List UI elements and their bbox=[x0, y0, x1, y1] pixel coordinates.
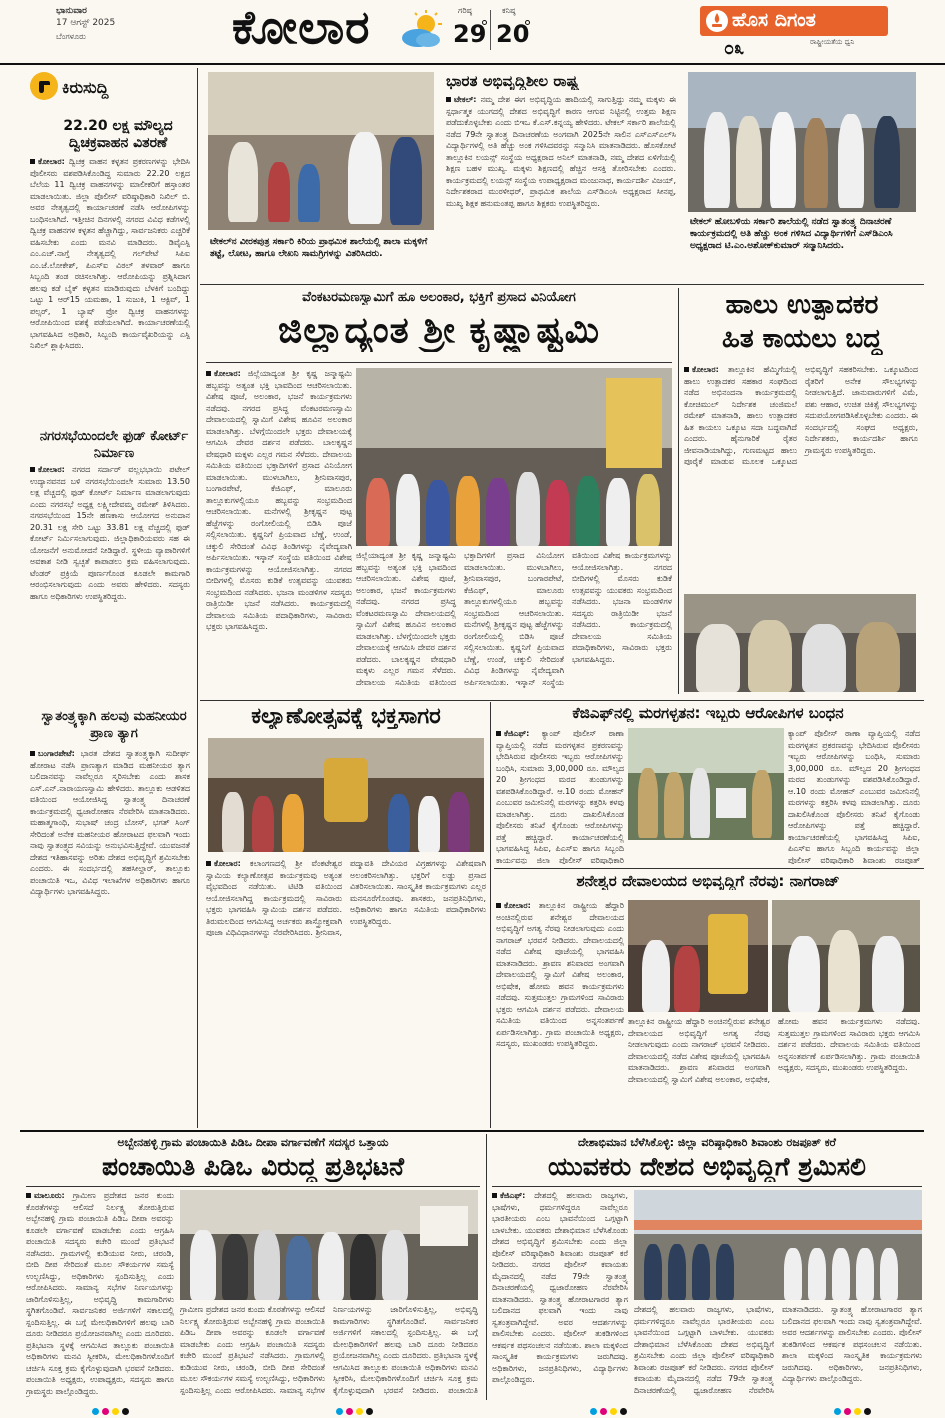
black-dot bbox=[864, 1408, 871, 1415]
kalyana-headline: ಕಲ್ಯಾಣೋತ್ಸವಕ್ಕೆ ಭಕ್ತಸಾಗರ bbox=[251, 704, 441, 729]
panchayat-body-continued: ಗ್ರಾಮೀಣ ಪ್ರದೇಶದ ಜನರ ಕುಂದು ಕೊರತೆಗಳನ್ನು ಆಲಿಸದೆ ನಿರ್ಲಕ್ಷ್ಯ ತೋರುತ್ತಿರುವ ಅಬ್ಬೇನಹಳ್ಳಿ ಗ್ರಾಮ ಪಂಚಾಯಿತಿ ಪಿಡಿಒ ದೀಪಾ ಅವರನ್ನು ಕೂಡಲೇ ವರ್ಗಾವಣೆ ಮಾಡಬೇಕು ಎಂದು ಆಗ್ರಹಿಸಿ ಪಂಚಾಯಿತಿ ಸದಸ್ಯರು ಕಚೇರಿ ಮುಂದೆ ಪ್ರತಿಭಟನೆ ನಡೆಸಿದರು. ಗ್ರಾಮಗಳಲ್ಲಿ ಕುಡಿಯುವ ನೀರು, ಚರಂಡಿ, ಬೀದಿ ದೀಪ ಸೇರಿದಂತೆ ಮೂಲ ಸೌಕರ್ಯಗಳ ಸಮಸ್ಯೆ ಉಲ್ಬಣಿಸಿದ್ದು, ಅಧಿಕಾರಿಗಳು ಸ್ಪಂದಿಸುತ್ತಿಲ್ಲ ಎಂದು ಆರೋಪಿಸಿದರು. ಸಾಮಾನ್ಯ ಸಭೆಗಳ ನಿರ್ಣಯಗಳನ್ನು ಜಾರಿಗೊಳಿಸುತ್ತಿಲ್ಲ, ಅಭಿವೃದ್ಧಿ ಕಾಮಗಾರಿಗಳು ಸ್ಥಗಿತಗೊಂಡಿವೆ. ಸಾರ್ವಜನಿಕರ ಅರ್ಜಿಗಳಿಗೆ ಸಕಾಲದಲ್ಲಿ ಸ್ಪಂದಿಸುತ್ತಿಲ್ಲ. ಈ ಬಗ್ಗೆ ಮೇಲಧಿಕಾರಿಗಳಿಗೆ ಹಲವು ಬಾರಿ ದೂರು ನೀಡಿದರೂ ಪ್ರಯೋಜನವಾಗಿಲ್ಲ ಎಂದು ದೂರಿದರು. ಪ್ರತಿಭಟನಾ ಸ್ಥಳಕ್ಕೆ ಆಗಮಿಸಿದ ತಾಲ್ಲೂಕು ಪಂಚಾಯಿತಿ ಅಧಿಕಾರಿಗಳು ಮನವಿ ಸ್ವೀಕರಿಸಿ, ಮೇಲಧಿಕಾರಿಗಳೊಂದಿಗೆ ಚರ್ಚಿಸಿ ಸೂಕ್ತ ಕ್ರಮ ಕೈಗೊಳ್ಳುವುದಾಗಿ ಭರವಸೆ ನೀಡಿದರು. ಪಂಚಾಯಿತಿ bbox=[180, 1305, 478, 1395]
shaneshwara-headline: ಶನೇಶ್ವರ ದೇವಾಲಯದ ಅಭಿವೃದ್ಧಿಗೆ ನೆರವು: ನಾಗರಾಜ್ bbox=[576, 872, 840, 890]
kgf-body: ಕೆಜಿಎಫ್: ಕ್ಯಾಂಪ್ ಪೊಲೀಸ್ ಠಾಣಾ ವ್ಯಾಪ್ತಿಯಲ್ಲಿ ನಡೆದ ಮರಗಳ್ಳತನ ಪ್ರಕರಣವನ್ನು ಭೇದಿಸಿರುವ ಪೊಲೀಸರು ಇಬ್ಬರು ಆರೋಪಿಗಳನ್ನು ಬಂಧಿಸಿ, ಸುಮಾರು 3,00,000 ರೂ. ಮೌಲ್ಯದ 20 ಶ್ರೀಗಂಧದ ಮರದ ತುಂಡುಗಳನ್ನು ವಶಪಡಿಸಿಕೊಂಡಿದ್ದಾರೆ. ಆ.10 ರಂದು ಮೋಹನ್ ಎಂಬುವರ ಜಮೀನಿನಲ್ಲಿ ಮರಗಳನ್ನು ಕತ್ತರಿಸಿ ಕಳವು ಮಾಡಲಾಗಿತ್ತು. ದೂರು ದಾಖಲಿಸಿಕೊಂಡ ಪೊಲೀಸರು ತನಿಖೆ ಕೈಗೊಂಡು ಆರೋಪಿಗಳನ್ನು ಪತ್ತೆ ಹಚ್ಚಿದ್ದಾರೆ. ಕಾರ್ಯಾಚರಣೆಯಲ್ಲಿ ಭಾಗವಹಿಸಿದ್ದ ಸಿಪಿಐ, ಪಿಎಸ್‌ಐ ಹಾಗೂ ಸಿಬ್ಬಂದಿ ಕಾರ್ಯವನ್ನು ಜಿಲ್ಲಾ ಪೊಲೀಸ್ ವರಿಷ್ಠಾಧಿಕಾರಿ bbox=[496, 729, 624, 864]
brief-3-body: ಬಂಗಾರಪೇಟೆ: ಭಾರತ ದೇಶದ ಸ್ವಾತಂತ್ರ್ಯಕ್ಕಾಗಿ ಸುದೀರ್ಘ ಹೋರಾಟ ನಡೆಸಿ ಪ್ರಾಣತ್ಯಾಗ ಮಾಡಿದ ಮಹನೀಯರ ತ್ಯಾಗ ಬಲಿದಾನವನ್ನು ನಾವೆಲ್ಲರೂ ಸ್ಮರಿಸಬೇಕು ಎಂದು ಶಾಸಕ ಎಸ್.ಎನ್.ನಾರಾಯಣಸ್ವಾಮಿ ಹೇಳಿದರು. ತಾಲ್ಲೂಕು ಆಡಳಿತದ ವತಿಯಿಂದ ಆಯೋಜಿಸಿದ್ದ ಸ್ವಾತಂತ್ರ್ಯ ದಿನಾಚರಣೆ ಕಾರ್ಯಕ್ರಮದಲ್ಲಿ ಧ್ವಜಾರೋಹಣ ನೆರವೇರಿಸಿ ಮಾತನಾಡಿದರು. ಮಹಾತ್ಮಗಾಂಧಿ, ಸುಭಾಷ್ ಚಂದ್ರ ಬೋಸ್, ಭಗತ್ ಸಿಂಗ್ ಸೇರಿದಂತೆ ಅನೇಕ ಮಹನೀಯರ ಹೋರಾಟದ ಫಲವಾಗಿ ಇಂದು ನಾವು ಸ್ವಾತಂತ್ರ್ಯದ ಸವಿಯನ್ನು ಅನುಭವಿಸುತ್ತಿದ್ದೇವೆ. ಯುವಜನತೆ ದೇಶದ ಇತಿಹಾಸವನ್ನು ಅರಿತು ದೇಶದ ಅಭಿವೃದ್ಧಿಗೆ ಶ್ರಮಿಸಬೇಕು ಎಂದರು. ಈ ಸಂದರ್ಭದಲ್ಲಿ ತಹಸೀಲ್ದಾರ್, ತಾಲ್ಲೂಕು ಪಂಚಾಯಿತಿ ಇಒ, ವಿವಿಧ ಇಲಾಖೆಗಳ ಅಧಿಕಾರಿಗಳು ಹಾಗೂ ವಿದ್ಯಾರ್ಥಿಗಳು ಭಾಗವಹಿಸಿದ್ದರು. bbox=[30, 749, 190, 896]
youth-headline: ಯುವಕರು ದೇಶದ ಅಭಿವೃದ್ಧಿಗೆ ಶ್ರಮಿಸಲಿ bbox=[548, 1152, 866, 1181]
column-divider bbox=[486, 1134, 487, 1400]
bullet-icon bbox=[26, 1193, 31, 1198]
cyan-dot bbox=[834, 1408, 841, 1415]
headline-rule bbox=[26, 1186, 480, 1187]
issue-city: ಬೆಂಗಳೂರು bbox=[56, 32, 86, 41]
bullet-icon bbox=[30, 159, 35, 164]
bullet-icon bbox=[206, 371, 211, 376]
milk-headline-line1: ಹಾಲು ಉತ್ಪಾದಕರ bbox=[725, 290, 879, 320]
cyan-dot bbox=[590, 1408, 597, 1415]
krishna-body: ಕೋಲಾರ: ಜಿಲ್ಲೆಯಾದ್ಯಂತ ಶ್ರೀ ಕೃಷ್ಣ ಜನ್ಮಾಷ್ಟಮಿ ಹಬ್ಬವನ್ನು ಅತ್ಯಂತ ಭಕ್ತಿ ಭಾವದಿಂದ ಆಚರಿಸಲಾಯಿತು. ವಿಶೇಷ ಪೂಜೆ, ಅಲಂಕಾರ, ಭಜನೆ ಕಾರ್ಯಕ್ರಮಗಳು ನಡೆದವು. ನಗರದ ಪ್ರಸಿದ್ಧ ವೆಂಕಟರಮಣಸ್ವಾಮಿ ದೇವಾಲಯದಲ್ಲಿ ಸ್ವಾಮಿಗೆ ವಿಶೇಷ ಹೂವಿನ ಅಲಂಕಾರ ಮಾಡಲಾಗಿತ್ತು. ಬೆಳಗ್ಗೆಯಿಂದಲೇ ಭಕ್ತರು ದೇವಾಲಯಕ್ಕೆ ಆಗಮಿಸಿ ದೇವರ ದರ್ಶನ ಪಡೆದರು. ಬಾಲಕೃಷ್ಣನ ವೇಷಧಾರಿ ಮಕ್ಕಳು ಎಲ್ಲರ ಗಮನ ಸೆಳೆದರು. ದೇವಾಲಯ ಸಮಿತಿಯ ವತಿಯಿಂದ ಭಕ್ತಾದಿಗಳಿಗೆ ಪ್ರಸಾದ ವಿನಿಯೋಗ ಮಾಡಲಾಯಿತು. ಮುಳಬಾಗಿಲು, ಶ್ರೀನಿವಾಸಪುರ, ಬಂಗಾರಪೇಟೆ, ಕೆಜಿಎಫ್, ಮಾಲೂರು ತಾಲ್ಲೂಕುಗಳಲ್ಲಿಯೂ ಹಬ್ಬವನ್ನು ಸಂಭ್ರಮದಿಂದ ಆಚರಿಸಲಾಯಿತು. ಮನೆಗಳಲ್ಲಿ ಶ್ರೀಕೃಷ್ಣನ ಪುಟ್ಟ ಹೆಜ್ಜೆಗಳನ್ನು ರಂಗೋಲಿಯಲ್ಲಿ ಬಿಡಿಸಿ ಪೂಜೆ ಸಲ್ಲಿಸಲಾಯಿತು. ಕೃಷ್ಣನಿಗೆ ಪ್ರಿಯವಾದ ಬೆಣ್ಣೆ, ಉಂಡೆ, ಚಕ್ಕುಲಿ ಸೇರಿದಂತೆ ವಿವಿಧ ತಿಂಡಿಗಳನ್ನು ನೈವೇದ್ಯವಾಗಿ ಅರ್ಪಿಸಲಾಯಿತು. ಇಸ್ಕಾನ್ ಸಂಸ್ಥೆಯ ವತಿಯಿಂದ ವಿಶೇಷ ಕಾರ್ಯಕ್ರಮಗಳನ್ನು ಆಯೋಜಿಸಲಾಗಿತ್ತು. ನಗರದ ಬೀದಿಗಳಲ್ಲಿ ಮೊಸರು ಕುಡಿಕೆ ಉತ್ಸವವನ್ನು ಯುವಕರು ಸಂಭ್ರಮದಿಂದ ನಡೆಸಿದರು. ಭಜನಾ ಮಂಡಳಿಗಳ ಸದಸ್ಯರು ರಾತ್ರಿಯಿಡೀ ಭಜನೆ ನಡೆಸಿದರು. ಕಾರ್ಯಕ್ರಮದಲ್ಲಿ ದೇವಾಲಯ ಸಮಿತಿಯ ಪದಾಧಿಕಾರಿಗಳು, ಸಾವಿರಾರು ಭಕ್ತರು ಭಾಗವಹಿಸಿದ್ದರು. bbox=[206, 369, 352, 631]
registration-marks-right bbox=[834, 1408, 871, 1415]
bullet-icon bbox=[30, 467, 35, 472]
krishna-kicker: ವೆಂಕಟರಮಣಸ್ವಾಮಿಗೆ ಹೂ ಅಲಂಕಾರ, ಭಕ್ತಿಗೆ ಪ್ರಸಾದ ವಿನಿಯೋಗ bbox=[302, 290, 576, 305]
column-divider bbox=[678, 288, 679, 694]
brief-2-body: ಕೋಲಾರ: ನಗರದ ಸರ್ದಾರ್ ವಲ್ಲಭಭಾಯಿ ಪಟೇಲ್ ಉದ್ಯಾನವನದ ಬಳಿ ನಗರಸಭೆಯಿಂದಲೇ ಸುಮಾರು 13.50 ಲಕ್ಷ ವೆಚ್ಚದಲ್ಲಿ ಫುಡ್ ಕೋರ್ಟ್ ನಿರ್ಮಾಣ ಮಾಡಲಾಗುವುದು ಎಂದು ನಗರಸಭೆ ಅಧ್ಯಕ್ಷ ಲಕ್ಷ್ಮೀದೇವಮ್ಮ ರಮೇಶ್ ತಿಳಿಸಿದರು. ನಗರಸಭೆಯಿಂದ 15ನೇ ಹಣಕಾಸು ಆಯೋಗದ ಅನುದಾನ 20.31 ಲಕ್ಷ ಸೇರಿ ಒಟ್ಟು 33.81 ಲಕ್ಷ ವೆಚ್ಚದಲ್ಲಿ ಫುಡ್ ಕೋರ್ಟ್ ನಿರ್ಮಿಸಲಾಗುವುದು. ಜಿಲ್ಲಾಧಿಕಾರಿಯವರು ಸಹ ಈ ಯೋಜನೆಗೆ ಅನುಮೋದನೆ ನೀಡಿದ್ದಾರೆ. ಸ್ಥಳೀಯ ವ್ಯಾಪಾರಿಗಳಿಗೆ ಅವಕಾಶ ನೀಡಿ ಸ್ವಚ್ಛತೆ ಕಾಪಾಡಲು ಕ್ರಮ ವಹಿಸಲಾಗುವುದು. ಟೆಂಡರ್ ಪ್ರಕ್ರಿಯೆ ಪೂರ್ಣಗೊಂಡ ಕೂಡಲೇ ಕಾಮಗಾರಿ ಆರಂಭಿಸಲಾಗುವುದು ಎಂದು ಅವರು ಹೇಳಿದರು. ಸದಸ್ಯರು ಹಾಗೂ ಅಧಿಕಾರಿಗಳು ಉಪಸ್ಥಿತರಿದ್ದರು. bbox=[30, 465, 190, 601]
protest-photo bbox=[180, 1190, 478, 1300]
issue-day: ಭಾನುವಾರ bbox=[56, 6, 87, 16]
column-divider bbox=[197, 68, 198, 1128]
issue-date-block bbox=[56, 6, 206, 42]
registration-marks-left bbox=[92, 1408, 129, 1415]
honor-photo-caption: ಟೇಕಲ್ ಹೋಬಳಿಯ ಸರ್ಕಾರಿ ಶಾಲೆಯಲ್ಲಿ ನಡೆದ ಸ್ವಾತಂತ್ರ್ಯ ದಿನಾಚರಣೆ ಕಾರ್ಯಕ್ರಮದಲ್ಲಿ ಅತಿ ಹೆಚ್ಚು ಅಂಕ ಗಳಿಸಿದ ವಿದ್ಯಾರ್ಥಿಗಳಿಗೆ ಎಸ್‌ಡಿಎಂಸಿ ಅಧ್ಯಕ್ಷರಾದ ಟಿ.ಎಂ.ಅಶೋಕ್‌ಕುಮಾರ್ ಸನ್ಮಾನಿಸಿದರು. bbox=[690, 217, 893, 251]
kirusuddi-badge bbox=[30, 72, 58, 100]
cyan-dot bbox=[336, 1408, 343, 1415]
registration-marks-center-right bbox=[590, 1408, 627, 1415]
issue-date: 17 ಆಗಸ್ಟ್ 2025 bbox=[56, 18, 116, 28]
bullet-icon bbox=[684, 367, 689, 372]
max-temp-label: ಗರಿಷ್ಠ bbox=[458, 6, 472, 15]
magenta-dot bbox=[102, 1408, 109, 1415]
paper-tagline: ರಾಷ್ಟ್ರೀಯತೆಯ ಧ್ವನಿ bbox=[810, 38, 855, 46]
shaneshwara-body: ಕೋಲಾರ: ತಾಲ್ಲೂಕಿನ ರಾಷ್ಟ್ರೀಯ ಹೆದ್ದಾರಿ ಅಂಚಿನಲ್ಲಿರುವ ಶನೇಶ್ವರ ದೇವಾಲಯದ ಅಭಿವೃದ್ಧಿಗೆ ಅಗತ್ಯ ನೆರವು ನೀಡಲಾಗುವುದು ಎಂದು ನಾಗರಾಜ್ ಭರವಸೆ ನೀಡಿದರು. ದೇವಾಲಯದಲ್ಲಿ ನಡೆದ ವಿಶೇಷ ಪೂಜೆಯಲ್ಲಿ ಭಾಗವಹಿಸಿ ಮಾತನಾಡಿದರು. ಶ್ರಾವಣ ಶನಿವಾರದ ಅಂಗವಾಗಿ ದೇವಾಲಯದಲ್ಲಿ ಸ್ವಾಮಿಗೆ ವಿಶೇಷ ಅಲಂಕಾರ, ಅಭಿಷೇಕ, ಹೋಮ ಹವನ ಕಾರ್ಯಕ್ರಮಗಳು ನಡೆದವು. ಸುತ್ತಮುತ್ತಲ ಗ್ರಾಮಗಳಿಂದ ಸಾವಿರಾರು ಭಕ್ತರು ಆಗಮಿಸಿ ದರ್ಶನ ಪಡೆದರು. ದೇವಾಲಯ ಸಮಿತಿಯ ವತಿಯಿಂದ ಅನ್ನಸಂತರ್ಪಣೆ ಏರ್ಪಡಿಸಲಾಗಿತ್ತು. ಗ್ರಾಮ ಪಂಚಾಯಿತಿ ಅಧ್ಯಕ್ಷರು, ಸದಸ್ಯರು, ಮುಖಂಡರು ಉಪಸ್ಥಿತರಿದ್ದರು. bbox=[496, 901, 624, 1048]
degree-icon bbox=[525, 20, 530, 25]
min-temp: 20 bbox=[496, 20, 530, 48]
black-dot bbox=[366, 1408, 373, 1415]
parade-photo bbox=[634, 1190, 922, 1300]
brief-1-body: ಕೋಲಾರ: ದ್ವಿಚಕ್ರ ವಾಹನ ಕಳ್ಳತನ ಪ್ರಕರಣಗಳನ್ನು ಭೇದಿಸಿ ಪೊಲೀಸರು ವಶಪಡಿಸಿಕೊಂಡಿದ್ದ ಸುಮಾರು 22.20 ಲಕ್ಷದ ಬೆಲೆಯ 11 ದ್ವಿಚಕ್ರ ವಾಹನಗಳನ್ನು ಮಾಲೀಕರಿಗೆ ಹಸ್ತಾಂತರ ಮಾಡಲಾಯಿತು. ಜಿಲ್ಲಾ ಪೊಲೀಸ್ ವರಿಷ್ಠಾಧಿಕಾರಿ ನಿಖಿಲ್ ಬಿ. ಅವರ ನೇತೃತ್ವದಲ್ಲಿ ಕಾರ್ಯಾಚರಣೆ ನಡೆಸಿ ಆರೋಪಿಗಳನ್ನು ಬಂಧಿಸಲಾಗಿದೆ. ಇತ್ತೀಚಿನ ದಿನಗಳಲ್ಲಿ ನಗರದ ವಿವಿಧ ಕಡೆಗಳಲ್ಲಿ ದ್ವಿಚಕ್ರ ವಾಹನಗಳ ಕಳ್ಳತನ ಹೆಚ್ಚಾಗಿದ್ದು, ಸಾರ್ವಜನಿಕರು ಎಚ್ಚರಿಕೆ ವಹಿಸಬೇಕು ಎಂದು ಮನವಿ ಮಾಡಿದರು. ಡಿವೈಎಸ್ಪಿ ಎಂ.ಎಚ್.ನಾಗ್ತೆ ನೇತೃತ್ವದಲ್ಲಿ ಗಲ್‌ಪೇಟೆ ಸಿಪಿಐ ಎಂ.ಜೆ.ಲೋಕೇಶ್, ಪಿಎಸ್‌ಐ ವಿಠಲ್ ತಳವಾರ್ ಹಾಗೂ ಸಿಬ್ಬಂದಿ ತಂಡ ರಚಿಸಲಾಗಿತ್ತು. ಆರೋಪಿಯನ್ನು ಪ್ರಶ್ನಿಸಿದಾಗ ಹಲವು ಕಡೆ ಬೈಕ್ ಕಳ್ಳತನ ಮಾಡಿರುವುದು ಬೆಳಕಿಗೆ ಬಂದಿದ್ದು ಒಟ್ಟು 1 ಆರ್‌15 ಯಮಹಾ, 1 ಸುಜುಕಿ, 1 ಆಕ್ಟಿವ್, 1 ಪಲ್ಸರ್, 1 ಬ್ಯಾಷ್ ಪ್ರೋ ದ್ವಿಚಕ್ರ ವಾಹನಗಳನ್ನು ಆರೋಪಿಯಿಂದ ವಶಕ್ಕೆ ಪಡೆಯಲಾಗಿದೆ. ಕಾರ್ಯಾಚರಣೆಯಲ್ಲಿ ಭಾಗವಹಿಸಿದ ಅಧಿಕಾರಿ, ಸಿಬ್ಬಂದಿ ಕಾರ್ಯವೈಖರಿಯನ್ನು ಎಸ್ಪಿ ನಿಖಿಲ್ ಶ್ಲಾಘಿಸಿದರು. bbox=[30, 157, 190, 350]
section-rule bbox=[20, 1130, 924, 1132]
brief-1-title: 22.20 ಲಕ್ಷ ಮೌಲ್ಯದ ದ್ವಿಚಕ್ರವಾಹನ ವಿತರಣೆ bbox=[63, 118, 173, 151]
temple-visit-photo bbox=[772, 900, 920, 1012]
kgf-police-photo bbox=[628, 728, 784, 840]
headline-rule bbox=[206, 362, 672, 363]
headline-rule bbox=[492, 1186, 922, 1187]
brief-3-title: ಸ್ವಾತಂತ್ರ್ಯಕ್ಕಾಗಿ ಹಲವು ಮಹನೀಯರ ಪ್ರಾಣ ತ್ಯಾಗ bbox=[41, 709, 187, 741]
bullet-icon bbox=[30, 751, 35, 756]
yellow-dot bbox=[112, 1408, 119, 1415]
bullet-icon bbox=[496, 903, 501, 908]
section-title: ಕೋಲಾರ bbox=[232, 0, 371, 54]
masthead-rule bbox=[0, 63, 945, 65]
bullet-icon bbox=[206, 861, 211, 866]
shaneshwara-body-continued: ತಾಲ್ಲೂಕಿನ ರಾಷ್ಟ್ರೀಯ ಹೆದ್ದಾರಿ ಅಂಚಿನಲ್ಲಿರುವ ಶನೇಶ್ವರ ದೇವಾಲಯದ ಅಭಿವೃದ್ಧಿಗೆ ಅಗತ್ಯ ನೆರವು ನೀಡಲಾಗುವುದು ಎಂದು ನಾಗರಾಜ್ ಭರವಸೆ ನೀಡಿದರು. ದೇವಾಲಯದಲ್ಲಿ ನಡೆದ ವಿಶೇಷ ಪೂಜೆಯಲ್ಲಿ ಭಾಗವಹಿಸಿ ಮಾತನಾಡಿದರು. ಶ್ರಾವಣ ಶನಿವಾರದ ಅಂಗವಾಗಿ ದೇವಾಲಯದಲ್ಲಿ ಸ್ವಾಮಿಗೆ ವಿಶೇಷ ಅಲಂಕಾರ, ಅಭಿಷೇಕ, ಹೋಮ ಹವನ ಕಾರ್ಯಕ್ರಮಗಳು ನಡೆದವು. ಸುತ್ತಮುತ್ತಲ ಗ್ರಾಮಗಳಿಂದ ಸಾವಿರಾರು ಭಕ್ತರು ಆಗಮಿಸಿ ದರ್ಶನ ಪಡೆದರು. ದೇವಾಲಯ ಸಮಿತಿಯ ವತಿಯಿಂದ ಅನ್ನಸಂತರ್ಪಣೆ ಏರ್ಪಡಿಸಲಾಗಿತ್ತು. ಗ್ರಾಮ ಪಂಚಾಯಿತಿ ಅಧ್ಯಕ್ಷರು, ಸದಸ್ಯರು, ಮುಖಂಡರು ಉಪಸ್ಥಿತರಿದ್ದರು. bbox=[628, 1017, 920, 1084]
page-number: ೦೩ bbox=[724, 38, 745, 59]
krishna-body-continued: ಜಿಲ್ಲೆಯಾದ್ಯಂತ ಶ್ರೀ ಕೃಷ್ಣ ಜನ್ಮಾಷ್ಟಮಿ ಹಬ್ಬವನ್ನು ಅತ್ಯಂತ ಭಕ್ತಿ ಭಾವದಿಂದ ಆಚರಿಸಲಾಯಿತು. ವಿಶೇಷ ಪೂಜೆ, ಅಲಂಕಾರ, ಭಜನೆ ಕಾರ್ಯಕ್ರಮಗಳು ನಡೆದವು. ನಗರದ ಪ್ರಸಿದ್ಧ ವೆಂಕಟರಮಣಸ್ವಾಮಿ ದೇವಾಲಯದಲ್ಲಿ ಸ್ವಾಮಿಗೆ ವಿಶೇಷ ಹೂವಿನ ಅಲಂಕಾರ ಮಾಡಲಾಗಿತ್ತು. ಬೆಳಗ್ಗೆಯಿಂದಲೇ ಭಕ್ತರು ದೇವಾಲಯಕ್ಕೆ ಆಗಮಿಸಿ ದೇವರ ದರ್ಶನ ಪಡೆದರು. ಬಾಲಕೃಷ್ಣನ ವೇಷಧಾರಿ ಮಕ್ಕಳು ಎಲ್ಲರ ಗಮನ ಸೆಳೆದರು. ದೇವಾಲಯ ಸಮಿತಿಯ ವತಿಯಿಂದ ಭಕ್ತಾದಿಗಳಿಗೆ ಪ್ರಸಾದ ವಿನಿಯೋಗ ಮಾಡಲಾಯಿತು. ಮುಳಬಾಗಿಲು, ಶ್ರೀನಿವಾಸಪುರ, ಬಂಗಾರಪೇಟೆ, ಕೆಜಿಎಫ್, ಮಾಲೂರು ತಾಲ್ಲೂಕುಗಳಲ್ಲಿಯೂ ಹಬ್ಬವನ್ನು ಸಂಭ್ರಮದಿಂದ ಆಚರಿಸಲಾಯಿತು. ಮನೆಗಳಲ್ಲಿ ಶ್ರೀಕೃಷ್ಣನ ಪುಟ್ಟ ಹೆಜ್ಜೆಗಳನ್ನು ರಂಗೋಲಿಯಲ್ಲಿ ಬಿಡಿಸಿ ಪೂಜೆ ಸಲ್ಲಿಸಲಾಯಿತು. ಕೃಷ್ಣನಿಗೆ ಪ್ರಿಯವಾದ ಬೆಣ್ಣೆ, ಉಂಡೆ, ಚಕ್ಕುಲಿ ಸೇರಿದಂತೆ ವಿವಿಧ ತಿಂಡಿಗಳನ್ನು ನೈವೇದ್ಯವಾಗಿ ಅರ್ಪಿಸಲಾಯಿತು. ಇಸ್ಕಾನ್ ಸಂಸ್ಥೆಯ ವತಿಯಿಂದ ವಿಶೇಷ ಕಾರ್ಯಕ್ರಮಗಳನ್ನು ಆಯೋಜಿಸಲಾಗಿತ್ತು. ನಗರದ ಬೀದಿಗಳಲ್ಲಿ ಮೊಸರು ಕುಡಿಕೆ ಉತ್ಸವವನ್ನು ಯುವಕರು ಸಂಭ್ರಮದಿಂದ ನಡೆಸಿದರು. ಭಜನಾ ಮಂಡಳಿಗಳ ಸದಸ್ಯರು ರಾತ್ರಿಯಿಡೀ ಭಜನೆ ನಡೆಸಿದರು. ಕಾರ್ಯಕ್ರಮದಲ್ಲಿ ದೇವಾಲಯ ಸಮಿತಿಯ ಪದಾಧಿಕಾರಿಗಳು, ಸಾವಿರಾರು ಭಕ್ತರು ಭಾಗವಹಿಸಿದ್ದರು. bbox=[356, 551, 672, 687]
brief-2-title: ನಗರಸಭೆಯಿಂದಲೇ ಫುಡ್ ಕೋರ್ಟ್ ನಿರ್ಮಾಣ bbox=[39, 429, 189, 461]
registration-marks-center-left bbox=[336, 1408, 373, 1415]
section-rule bbox=[494, 868, 924, 869]
partly-cloudy-icon bbox=[398, 10, 444, 50]
bullet-icon bbox=[446, 97, 451, 102]
kirusuddi-label: ಕಿರುಸುದ್ದಿ bbox=[62, 78, 109, 97]
masthead bbox=[0, 0, 945, 64]
krishna-headline: ಜಿಲ್ಲಾದ್ಯಂತ ಶ್ರೀ ಕೃಷ್ಣಾಷ್ಟಮಿ bbox=[278, 310, 600, 351]
honor-students-photo bbox=[688, 72, 916, 212]
panchayat-kicker: ಅಬ್ಬೇನಹಳ್ಳಿ ಗ್ರಾಮ ಪಂಚಾಯಿತಿ ಪಿಡಿಒ ದೀಪಾ ವರ್ಗಾವಣೆಗೆ ಸದಸ್ಯರ ಒತ್ತಾಯ bbox=[117, 1136, 389, 1149]
yellow-dot bbox=[356, 1408, 363, 1415]
milk-event-photo bbox=[684, 594, 916, 692]
lamp-icon bbox=[706, 10, 728, 32]
black-dot bbox=[620, 1408, 627, 1415]
youth-kicker: ದೇಶಾಭಿಮಾನ ಬೆಳೆಸಿಕೊಳ್ಳಿ: ಜಿಲ್ಲಾ ವರಿಷ್ಠಾಧಿಕಾರಿ ಶಿವಾಂಶು ರಜಪೂತ್ ಕರೆ bbox=[578, 1136, 836, 1149]
yellow-dot bbox=[610, 1408, 617, 1415]
kalyana-body: ಕೋಲಾರ: ಕಲಾಂಗಣದಲ್ಲಿ ಶ್ರೀ ವೆಂಕಟೇಶ್ವರ ಸ್ವಾಮಿಯ ಕಲ್ಯಾಣೋತ್ಸವ ಕಾರ್ಯಕ್ರಮವು ಅತ್ಯಂತ ವೈಭವದಿಂದ ನಡೆಯಿತು. ಟಿಟಿಡಿ ವತಿಯಿಂದ ಆಯೋಜಿಸಲಾಗಿದ್ದ ಕಾರ್ಯಕ್ರಮದಲ್ಲಿ ಸಾವಿರಾರು ಭಕ್ತರು ಭಾಗವಹಿಸಿ ಸ್ವಾಮಿಯ ದರ್ಶನ ಪಡೆದರು. ತಿರುಮಲದಿಂದ ಆಗಮಿಸಿದ್ದ ಅರ್ಚಕರು ಶಾಸ್ತ್ರೋಕ್ತವಾಗಿ ಪೂಜಾ ವಿಧಿವಿಧಾನಗಳನ್ನು ನೆರವೇರಿಸಿದರು. ಶ್ರೀನಿವಾಸ, ಪದ್ಮಾವತಿ ದೇವಿಯರ ವಿಗ್ರಹಗಳನ್ನು ವಿಶೇಷವಾಗಿ ಅಲಂಕರಿಸಲಾಗಿತ್ತು. ಭಕ್ತರಿಗೆ ಲಡ್ಡು ಪ್ರಸಾದ ವಿತರಿಸಲಾಯಿತು. ಸಾಂಸ್ಕೃತಿಕ ಕಾರ್ಯಕ್ರಮಗಳು ಎಲ್ಲರ ಮನಸೂರೆಗೊಂಡವು. ಶಾಸಕರು, ಜನಪ್ರತಿನಿಧಿಗಳು, ಅಧಿಕಾರಿಗಳು ಹಾಗೂ ಸಮಿತಿಯ ಪದಾಧಿಕಾರಿಗಳು ಉಪಸ್ಥಿತರಿದ್ದರು. bbox=[206, 859, 486, 937]
hand-icon bbox=[30, 72, 58, 100]
magenta-dot bbox=[844, 1408, 851, 1415]
min-temp-label: ಕನಿಷ್ಠ bbox=[502, 6, 516, 15]
bullet-icon bbox=[492, 1193, 497, 1198]
yellow-dot bbox=[854, 1408, 861, 1415]
panchayat-body: ಮಾಲೂರು: ಗ್ರಾಮೀಣ ಪ್ರದೇಶದ ಜನರ ಕುಂದು ಕೊರತೆಗಳನ್ನು ಆಲಿಸದೆ ನಿರ್ಲಕ್ಷ್ಯ ತೋರುತ್ತಿರುವ ಅಬ್ಬೇನಹಳ್ಳಿ ಗ್ರಾಮ ಪಂಚಾಯಿತಿ ಪಿಡಿಒ ದೀಪಾ ಅವರನ್ನು ಕೂಡಲೇ ವರ್ಗಾವಣೆ ಮಾಡಬೇಕು ಎಂದು ಆಗ್ರಹಿಸಿ ಪಂಚಾಯಿತಿ ಸದಸ್ಯರು ಕಚೇರಿ ಮುಂದೆ ಪ್ರತಿಭಟನೆ ನಡೆಸಿದರು. ಗ್ರಾಮಗಳಲ್ಲಿ ಕುಡಿಯುವ ನೀರು, ಚರಂಡಿ, ಬೀದಿ ದೀಪ ಸೇರಿದಂತೆ ಮೂಲ ಸೌಕರ್ಯಗಳ ಸಮಸ್ಯೆ ಉಲ್ಬಣಿಸಿದ್ದು, ಅಧಿಕಾರಿಗಳು ಸ್ಪಂದಿಸುತ್ತಿಲ್ಲ ಎಂದು ಆರೋಪಿಸಿದರು. ಸಾಮಾನ್ಯ ಸಭೆಗಳ ನಿರ್ಣಯಗಳನ್ನು ಜಾರಿಗೊಳಿಸುತ್ತಿಲ್ಲ, ಅಭಿವೃದ್ಧಿ ಕಾಮಗಾರಿಗಳು ಸ್ಥಗಿತಗೊಂಡಿವೆ. ಸಾರ್ವಜನಿಕರ ಅರ್ಜಿಗಳಿಗೆ ಸಕಾಲದಲ್ಲಿ ಸ್ಪಂದಿಸುತ್ತಿಲ್ಲ. ಈ ಬಗ್ಗೆ ಮೇಲಧಿಕಾರಿಗಳಿಗೆ ಹಲವು ಬಾರಿ ದೂರು ನೀಡಿದರೂ ಪ್ರಯೋಜನವಾಗಿಲ್ಲ ಎಂದು ದೂರಿದರು. ಪ್ರತಿಭಟನಾ ಸ್ಥಳಕ್ಕೆ ಆಗಮಿಸಿದ ತಾಲ್ಲೂಕು ಪಂಚಾಯಿತಿ ಅಧಿಕಾರಿಗಳು ಮನವಿ ಸ್ವೀಕರಿಸಿ, ಮೇಲಧಿಕಾರಿಗಳೊಂದಿಗೆ ಚರ್ಚಿಸಿ ಸೂಕ್ತ ಕ್ರಮ ಕೈಗೊಳ್ಳುವುದಾಗಿ ಭರವಸೆ ನೀಡಿದರು. ಪಂಚಾಯಿತಿ ಅಧ್ಯಕ್ಷರು, ಉಪಾಧ್ಯಕ್ಷರು, ಸದಸ್ಯರು ಹಾಗೂ ಗ್ರಾಮಸ್ಥರು ಪಾಲ್ಗೊಂಡಿದ್ದರು. bbox=[26, 1191, 174, 1396]
milk-body: ಕೋಲಾರ: ತಾಲ್ಲೂಕಿನ ಹೆಮ್ಮಿಗೆಯಲ್ಲಿ ಹಾಲು ಉತ್ಪಾದಕರ ಸಹಕಾರ ಸಂಘದಿಂದ ನಡೆದ ಅಭಿನಂದನಾ ಕಾರ್ಯಕ್ರಮದಲ್ಲಿ ಕೋಚಿಮುಲ್ ನಿರ್ದೇಶಕ ಚಂಜಿಮಲೆ ರಮೇಶ್ ಮಾತನಾಡಿ, ಹಾಲು ಉತ್ಪಾದಕರ ಹಿತ ಕಾಯಲು ಒಕ್ಕೂಟ ಸದಾ ಬದ್ಧವಾಗಿದೆ ಎಂದರು. ಹೈನುಗಾರಿಕೆ ರೈತರ ಜೀವನಾಡಿಯಾಗಿದ್ದು, ಗುಣಮಟ್ಟದ ಹಾಲು ಪೂರೈಕೆ ಮಾಡುವ ಮೂಲಕ ಒಕ್ಕೂಟದ ಅಭಿವೃದ್ಧಿಗೆ ಸಹಕರಿಸಬೇಕು. ಒಕ್ಕೂಟದಿಂದ ರೈತರಿಗೆ ಅನೇಕ ಸೌಲಭ್ಯಗಳನ್ನು ನೀಡಲಾಗುತ್ತಿದೆ. ಜಾನುವಾರುಗಳಿಗೆ ವಿಮೆ, ಪಶು ಆಹಾರ, ಉಚಿತ ಚಿಕಿತ್ಸೆ ಸೌಲಭ್ಯಗಳನ್ನು ಸದುಪಯೋಗಪಡಿಸಿಕೊಳ್ಳಬೇಕು ಎಂದರು. ಈ ಸಂದರ್ಭದಲ್ಲಿ ಸಂಘದ ಅಧ್ಯಕ್ಷರು, ನಿರ್ದೇಶಕರು, ಕಾರ್ಯದರ್ಶಿ ಹಾಗೂ ಗ್ರಾಮಸ್ಥರು ಉಪಸ್ಥಿತರಿದ್ದರು. bbox=[684, 365, 918, 466]
panchayat-headline: ಪಂಚಾಯಿತಿ ಪಿಡಿಒ ವಿರುದ್ಧ ಪ್ರತಿಭಟನೆ bbox=[102, 1152, 404, 1181]
magenta-dot bbox=[346, 1408, 353, 1415]
kgf-body-continued: ಕ್ಯಾಂಪ್ ಪೊಲೀಸ್ ಠಾಣಾ ವ್ಯಾಪ್ತಿಯಲ್ಲಿ ನಡೆದ ಮರಗಳ್ಳತನ ಪ್ರಕರಣವನ್ನು ಭೇದಿಸಿರುವ ಪೊಲೀಸರು ಇಬ್ಬರು ಆರೋಪಿಗಳನ್ನು ಬಂಧಿಸಿ, ಸುಮಾರು 3,00,000 ರೂ. ಮೌಲ್ಯದ 20 ಶ್ರೀಗಂಧದ ಮರದ ತುಂಡುಗಳನ್ನು ವಶಪಡಿಸಿಕೊಂಡಿದ್ದಾರೆ. ಆ.10 ರಂದು ಮೋಹನ್ ಎಂಬುವರ ಜಮೀನಿನಲ್ಲಿ ಮರಗಳನ್ನು ಕತ್ತರಿಸಿ ಕಳವು ಮಾಡಲಾಗಿತ್ತು. ದೂರು ದಾಖಲಿಸಿಕೊಂಡ ಪೊಲೀಸರು ತನಿಖೆ ಕೈಗೊಂಡು ಆರೋಪಿಗಳನ್ನು ಪತ್ತೆ ಹಚ್ಚಿದ್ದಾರೆ. ಕಾರ್ಯಾಚರಣೆಯಲ್ಲಿ ಭಾಗವಹಿಸಿದ್ದ ಸಿಪಿಐ, ಪಿಎಸ್‌ಐ ಹಾಗೂ ಸಿಬ್ಬಂದಿ ಕಾರ್ಯವನ್ನು ಜಿಲ್ಲಾ ಪೊಲೀಸ್ ವರಿಷ್ಠಾಧಿಕಾರಿ ಶಿವಾಂಶು ರಜಪೂತ್ bbox=[788, 729, 920, 864]
school-children-photo bbox=[208, 72, 434, 230]
max-temp: 29 bbox=[453, 20, 487, 48]
paper-name: ಹೊಸ ದಿಗಂತ bbox=[732, 9, 816, 31]
temple-deity-photo bbox=[628, 900, 768, 1012]
kalyana-stage-photo bbox=[208, 738, 484, 852]
degree-icon bbox=[482, 20, 487, 25]
milk-headline-line2: ಹಿತ ಕಾಯಲು ಬದ್ಧ bbox=[721, 324, 883, 354]
temp-divider bbox=[490, 10, 491, 50]
youth-body: ಕೆಜಿಎಫ್: ದೇಶದಲ್ಲಿ ಹಲವಾರು ರಾಜ್ಯಗಳು, ಭಾಷೆಗಳು, ಧರ್ಮಗಳಿದ್ದರೂ ನಾವೆಲ್ಲರೂ ಭಾರತೀಯರು ಎಂಬ ಭಾವನೆಯಿಂದ ಒಗ್ಗಟ್ಟಾಗಿ ಬಾಳಬೇಕು. ಯುವಕರು ದೇಶಾಭಿಮಾನ ಬೆಳೆಸಿಕೊಂಡು ದೇಶದ ಅಭಿವೃದ್ಧಿಗೆ ಶ್ರಮಿಸಬೇಕು ಎಂದು ಜಿಲ್ಲಾ ಪೊಲೀಸ್ ವರಿಷ್ಠಾಧಿಕಾರಿ ಶಿವಾಂಶು ರಜಪೂತ್ ಕರೆ ನೀಡಿದರು. ನಗರದ ಪೊಲೀಸ್ ಕವಾಯತು ಮೈದಾನದಲ್ಲಿ ನಡೆದ 79ನೇ ಸ್ವಾತಂತ್ರ್ಯ ದಿನಾಚರಣೆಯಲ್ಲಿ ಧ್ವಜಾರೋಹಣ ನೆರವೇರಿಸಿ ಮಾತನಾಡಿದರು. ಸ್ವಾತಂತ್ರ್ಯ ಹೋರಾಟಗಾರರ ತ್ಯಾಗ ಬಲಿದಾನದ ಫಲವಾಗಿ ಇಂದು ನಾವು ಸ್ವತಂತ್ರವಾಗಿದ್ದೇವೆ. ಅವರ ಆದರ್ಶಗಳನ್ನು ಪಾಲಿಸಬೇಕು ಎಂದರು. ಪೊಲೀಸ್ ತುಕಡಿಗಳಿಂದ ಆಕರ್ಷಕ ಪಥಸಂಚಲನ ನಡೆಯಿತು. ಶಾಲಾ ಮಕ್ಕಳಿಂದ ಸಾಂಸ್ಕೃತಿಕ ಕಾರ್ಯಕ್ರಮಗಳು ಜರುಗಿದವು. ಅಧಿಕಾರಿಗಳು, ಜನಪ್ರತಿನಿಧಿಗಳು, ವಿದ್ಯಾರ್ಥಿಗಳು ಪಾಲ್ಗೊಂಡಿದ್ದರು. bbox=[492, 1191, 628, 1384]
bullet-icon bbox=[496, 731, 501, 736]
temple-crowd-photo bbox=[356, 368, 672, 546]
kirusuddi-column bbox=[26, 68, 192, 1128]
black-dot bbox=[122, 1408, 129, 1415]
paper-logo bbox=[700, 6, 888, 36]
cyan-dot bbox=[92, 1408, 99, 1415]
magenta-dot bbox=[600, 1408, 607, 1415]
top-story-headline: ಭಾರತ ಅಭಿವೃದ್ಧಿಶೀಲ ರಾಷ್ಟ್ರ bbox=[446, 72, 579, 90]
section-rule bbox=[200, 700, 924, 701]
school-photo-caption: ಟೇಕಲ್‌ನ ವೀರಕಪುತ್ರ ಸರ್ಕಾರಿ ಕಿರಿಯ ಪ್ರಾಥಮಿಕ ಶಾಲೆಯಲ್ಲಿ ಶಾಲಾ ಮಕ್ಕಳಿಗೆ ತಟ್ಟೆ, ಲೋಟ, ಹಾಗೂ ಲೇಖನಿ ಸಾಮಗ್ರಿಗಳನ್ನು ವಿತರಿಸಿದರು. bbox=[210, 237, 428, 259]
youth-body-continued: ದೇಶದಲ್ಲಿ ಹಲವಾರು ರಾಜ್ಯಗಳು, ಭಾಷೆಗಳು, ಧರ್ಮಗಳಿದ್ದರೂ ನಾವೆಲ್ಲರೂ ಭಾರತೀಯರು ಎಂಬ ಭಾವನೆಯಿಂದ ಒಗ್ಗಟ್ಟಾಗಿ ಬಾಳಬೇಕು. ಯುವಕರು ದೇಶಾಭಿಮಾನ ಬೆಳೆಸಿಕೊಂಡು ದೇಶದ ಅಭಿವೃದ್ಧಿಗೆ ಶ್ರಮಿಸಬೇಕು ಎಂದು ಜಿಲ್ಲಾ ಪೊಲೀಸ್ ವರಿಷ್ಠಾಧಿಕಾರಿ ಶಿವಾಂಶು ರಜಪೂತ್ ಕರೆ ನೀಡಿದರು. ನಗರದ ಪೊಲೀಸ್ ಕವಾಯತು ಮೈದಾನದಲ್ಲಿ ನಡೆದ 79ನೇ ಸ್ವಾತಂತ್ರ್ಯ ದಿನಾಚರಣೆಯಲ್ಲಿ ಧ್ವಜಾರೋಹಣ ನೆರವೇರಿಸಿ ಮಾತನಾಡಿದರು. ಸ್ವಾತಂತ್ರ್ಯ ಹೋರಾಟಗಾರರ ತ್ಯಾಗ ಬಲಿದಾನದ ಫಲವಾಗಿ ಇಂದು ನಾವು ಸ್ವತಂತ್ರವಾಗಿದ್ದೇವೆ. ಅವರ ಆದರ್ಶಗಳನ್ನು ಪಾಲಿಸಬೇಕು ಎಂದರು. ಪೊಲೀಸ್ ತುಕಡಿಗಳಿಂದ ಆಕರ್ಷಕ ಪಥಸಂಚಲನ ನಡೆಯಿತು. ಶಾಲಾ ಮಕ್ಕಳಿಂದ ಸಾಂಸ್ಕೃತಿಕ ಕಾರ್ಯಕ್ರಮಗಳು ಜರುಗಿದವು. ಅಧಿಕಾರಿಗಳು, ಜನಪ್ರತಿನಿಧಿಗಳು, ವಿದ್ಯಾರ್ಥಿಗಳು ಪಾಲ್ಗೊಂಡಿದ್ದರು. bbox=[634, 1305, 922, 1395]
section-rule bbox=[200, 284, 924, 285]
kgf-headline: ಕೆಜಿಎಫ್‌ನಲ್ಲಿ ಮರಗಳ್ಳತನ: ಇಬ್ಬರು ಆರೋಪಿಗಳ ಬಂಧನ bbox=[572, 704, 844, 722]
top-story-body: ಟೇಕಲ್: ನಮ್ಮ ದೇಶ ಈಗ ಅಭಿವೃದ್ಧಿಯ ಹಾದಿಯಲ್ಲಿ ಸಾಗುತ್ತಿದ್ದು ನಮ್ಮ ಮಕ್ಕಳು ಈ ಸ್ಪರ್ಧಾತ್ಮಕ ಯುಗದಲ್ಲಿ ದೇಶದ ಅಭಿವೃದ್ಧಿಗೆ ಕಾರಣ ಆಗುವ ನಿಟ್ಟಿನಲ್ಲಿ ಉತ್ತಮ ಶಿಕ್ಷಣ ಪಡೆದುಕೊಳ್ಳಬೇಕು ಎಂದು ಬಿಇಒ ಕೆ.ಎಸ್.ಕನ್ನಯ್ಯ ಹೇಳಿದರು. ಟೇಕಲ್ ಸರ್ಕಾರಿ ಶಾಲೆಯಲ್ಲಿ ನಡೆದ 79ನೇ ಸ್ವಾತಂತ್ರ್ಯ ದಿನಾಚರಣೆಯ ಅಂಗವಾಗಿ 2025ನೇ ಸಾಲಿನ ಎಸ್‌ಎಸ್‌ಎಲ್‌ಸಿ ವಿದ್ಯಾರ್ಥಿಗಳಲ್ಲಿ ಅತಿ ಹೆಚ್ಚು ಅಂಕ ಗಳಿಸಿದವರನ್ನು ಸನ್ಮಾನಿಸಿ ಮಾತನಾಡಿದರು. ಹೊಸಕೋಟೆ ತಾಲ್ಲೂಕಿನ ಲಯನ್ಸ್ ಸಂಸ್ಥೆಯ ಅಧ್ಯಕ್ಷರಾದ ಅನಿಲ್ ಮಾತನಾಡಿ, ನಮ್ಮ ದೇಶದ ಏಳಿಗೆಯಲ್ಲಿ ಶಿಕ್ಷಣ ಬಹಳ ಮುಖ್ಯ. ಮಕ್ಕಳು ಶಿಕ್ಷಣದಲ್ಲಿ ಹೆಚ್ಚಿನ ಆಸಕ್ತಿ ತೋರಿಸಬೇಕು ಎಂದರು. ಕಾರ್ಯಕ್ರಮದಲ್ಲಿ ಲಯನ್ಸ್ ಸಂಸ್ಥೆಯ ಉಪಾಧ್ಯಕ್ಷರಾದ ಮಂಜುನಾಥ, ಕಾರ್ಯದರ್ಶಿ ವಿಜಯ್, ನಿರ್ದೇಶಕರಾದ ಮುರಳೀಧರ್, ಪ್ರಾಥಮಿಕ ಶಾಲೆಯ ಎಸ್‌ಡಿಎಂಸಿ ಅಧ್ಯಕ್ಷರಾದ ಸೀನಪ್ಪ, ಮುಖ್ಯ ಶಿಕ್ಷಕ ಹನುಮಂತಪ್ಪ ಹಾಗೂ ಶಿಕ್ಷಕರು ಉಪಸ್ಥಿತರಿದ್ದರು. bbox=[446, 95, 676, 208]
column-divider bbox=[490, 702, 491, 1128]
